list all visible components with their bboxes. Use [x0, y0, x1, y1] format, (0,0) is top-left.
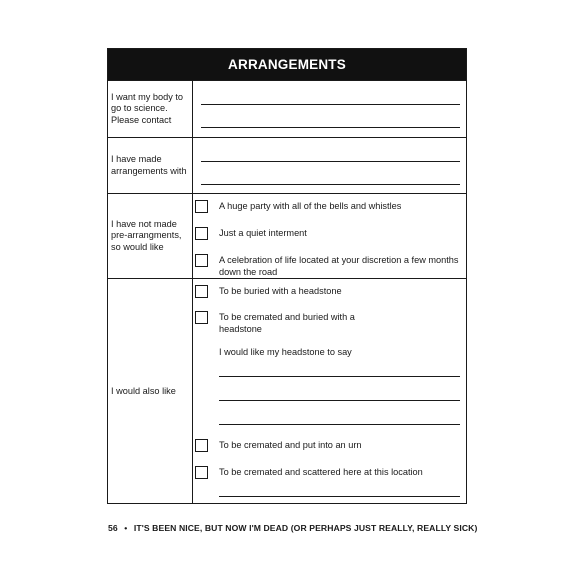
- checkbox-cremated-scattered[interactable]: [195, 466, 208, 479]
- headstone-prompt: I would like my headstone to say: [219, 347, 352, 357]
- checkbox-buried-headstone[interactable]: [195, 285, 208, 298]
- page-footer: [108, 523, 477, 533]
- page-number: 56: [108, 523, 118, 533]
- row-label-science: I want my body to go to science. Please contact: [108, 81, 193, 137]
- scatter-location-line[interactable]: [219, 496, 460, 497]
- checkbox-quiet-interment[interactable]: [195, 227, 208, 240]
- headstone-line-2[interactable]: [219, 400, 460, 401]
- headstone-line-1[interactable]: [219, 376, 460, 377]
- arrangements-form: [107, 48, 467, 504]
- checkbox-cremated-buried-headstone[interactable]: [195, 311, 208, 324]
- contact-line-2[interactable]: [201, 127, 460, 128]
- row-would-also-like: [108, 278, 466, 504]
- row-label-pre-arrangements: I have not made pre-arrangments, so would like: [108, 194, 193, 278]
- checkbox-celebration-of-life[interactable]: [195, 254, 208, 267]
- row-pre-arrangements: [108, 193, 466, 278]
- row-content-arrangements-made: [193, 138, 466, 193]
- contact-line-1[interactable]: [201, 104, 460, 105]
- row-label-arrangements-made: I have made arrangements with: [108, 138, 193, 193]
- row-content-would-also-like: [193, 279, 466, 504]
- option-cremated-urn: To be cremated and put into an urn: [219, 440, 362, 450]
- row-arrangements-made: [108, 137, 466, 193]
- book-title: IT'S BEEN NICE, BUT NOW I'M DEAD (OR PERHAPS JUST REALLY, REALLY SICK): [133, 523, 478, 533]
- row-content-science: [193, 81, 466, 137]
- arrangements-line-1[interactable]: [201, 161, 460, 162]
- headstone-line-3[interactable]: [219, 424, 460, 425]
- checkbox-cremated-urn[interactable]: [195, 439, 208, 452]
- option-quiet-interment: Just a quiet interment: [219, 228, 307, 238]
- option-celebration-of-life: A celebration of life located at your discretion a few months down the road: [219, 255, 459, 277]
- option-huge-party: A huge party with all of the bells and whistles: [219, 201, 402, 211]
- option-buried-headstone: To be buried with a headstone: [219, 286, 342, 296]
- row-label-would-also-like: I would also like: [108, 279, 193, 504]
- form-title: ARRANGEMENTS: [108, 49, 466, 80]
- row-content-pre-arrangements: [193, 194, 466, 278]
- row-science: [108, 80, 466, 137]
- arrangements-line-2[interactable]: [201, 184, 460, 185]
- checkbox-huge-party[interactable]: [195, 200, 208, 213]
- option-cremated-scattered: To be cremated and scattered here at this location: [219, 467, 423, 477]
- option-cremated-buried-headstone: To be cremated and buried with a headstone: [219, 312, 355, 334]
- footer-bullet: •: [124, 523, 128, 533]
